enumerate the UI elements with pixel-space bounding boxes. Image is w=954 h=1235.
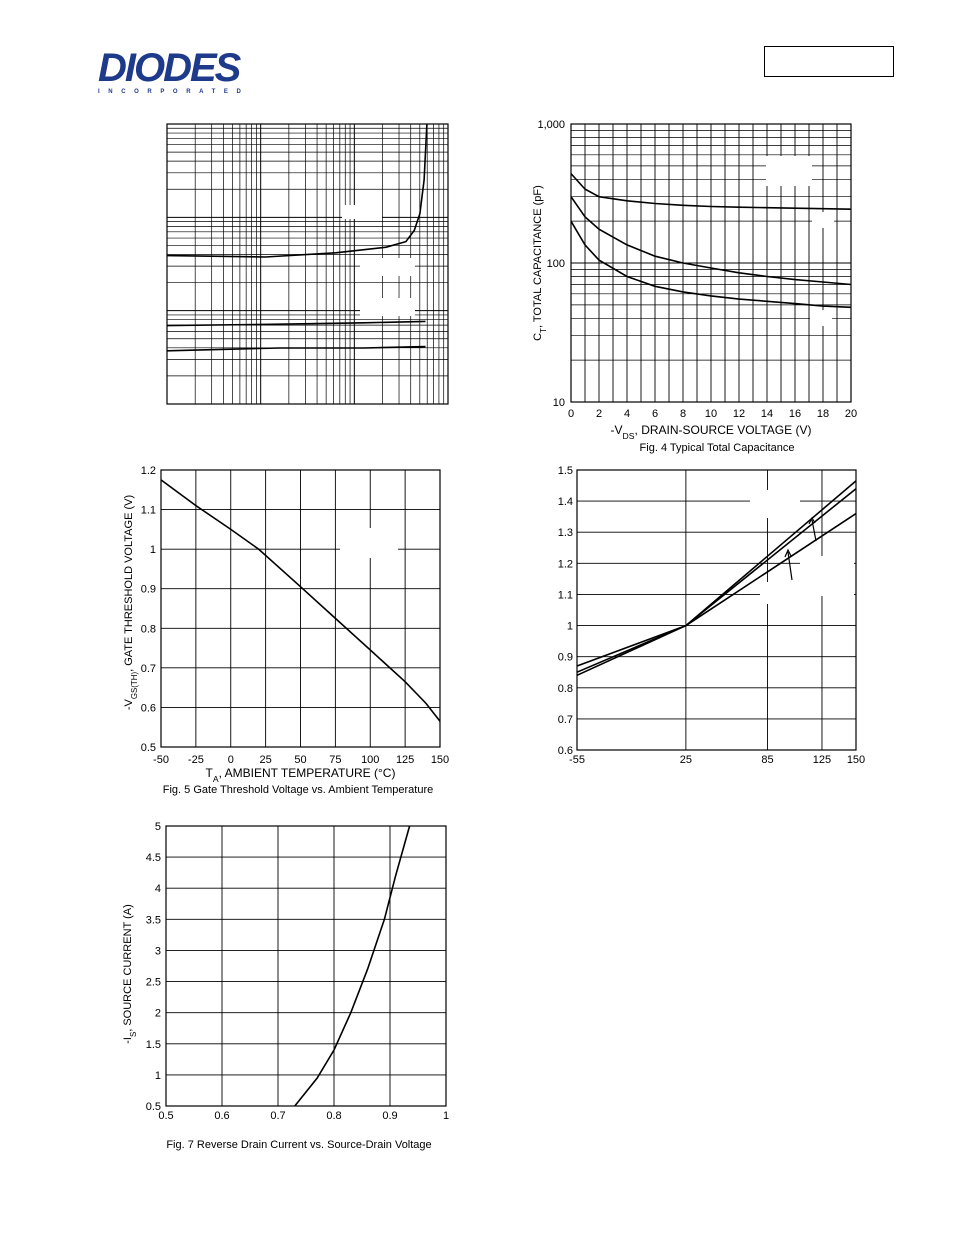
y-tick-label: 0.8 — [140, 623, 156, 636]
y-tick-label: 0.6 — [140, 702, 156, 715]
x-tick-label: -25 — [187, 754, 204, 766]
y-tick-label: 0.9 — [140, 583, 156, 596]
x-tick-label: 0 — [227, 754, 234, 766]
y-tick-label: 0.7 — [140, 662, 156, 675]
x-tick-label: 0.7 — [270, 1110, 286, 1122]
label-mask — [342, 205, 382, 219]
label-mask — [810, 310, 832, 326]
chart-fig4 — [532, 119, 857, 454]
y-tick-label: 1.1 — [140, 504, 156, 517]
figure-caption: Fig. 4 Typical Total Capacitance — [639, 442, 795, 454]
y-tick-label: 2 — [154, 1007, 161, 1020]
x-tick-label: 150 — [430, 754, 450, 766]
label-mask — [360, 258, 415, 276]
x-tick-label: 8 — [679, 408, 687, 420]
y-tick-label: 100 — [546, 258, 565, 270]
chart-fig6 — [558, 465, 865, 766]
plot-frame — [577, 470, 856, 750]
y-tick-label: 1 — [566, 620, 573, 633]
fig3-series-3 — [167, 347, 426, 351]
label-mask — [760, 582, 812, 604]
y-axis-label: $-V_{GS(TH)}$, GATE THRESHOLD VOLTAGE (V) — [123, 494, 139, 711]
x-tick-label: 1 — [442, 1110, 450, 1122]
x-tick-label: 0.5 — [158, 1110, 174, 1122]
x-axis-label: $-V_{DS}$, DRAIN-SOURCE VOLTAGE (V) — [610, 423, 812, 441]
chart-fig3 — [167, 124, 448, 404]
x-tick-label: 125 — [395, 754, 415, 766]
x-tick-label: 18 — [816, 408, 830, 420]
x-tick-label: 150 — [846, 754, 866, 766]
label-mask — [750, 490, 800, 518]
y-tick-label: 4 — [154, 883, 161, 896]
y-tick-label: 3 — [154, 945, 161, 958]
y-tick-label: 1.3 — [557, 527, 573, 540]
x-tick-label: 12 — [732, 408, 746, 420]
x-tick-label: 25 — [679, 754, 693, 766]
y-tick-label: 4.5 — [145, 852, 161, 865]
y-tick-label: 1 — [149, 544, 156, 557]
x-tick-label: 2 — [595, 408, 603, 420]
logo-text: DIODES — [98, 46, 240, 90]
x-tick-label: 0.8 — [326, 1110, 342, 1122]
label-mask — [340, 528, 398, 558]
y-tick-label: 1.1 — [557, 589, 573, 602]
y-tick-label: 0.5 — [140, 742, 156, 754]
x-tick-label: 6 — [651, 408, 659, 420]
x-tick-label: 0 — [567, 408, 575, 420]
plot-frame — [166, 826, 446, 1106]
y-tick-label: 1.2 — [557, 558, 573, 571]
x-tick-label: 20 — [844, 408, 858, 420]
x-tick-label: 16 — [788, 408, 802, 420]
chart-fig5 — [123, 465, 449, 796]
x-tick-label: -55 — [569, 754, 585, 766]
x-axis-label: $T_A$, AMBIENT TEMPERATURE (°C) — [205, 766, 396, 784]
y-tick-label: 5 — [154, 821, 161, 833]
x-tick-label: 10 — [704, 408, 718, 420]
fig3-series-1 — [167, 124, 427, 257]
logo-subtext: INCORPORATED — [98, 89, 250, 95]
y-tick-label: 2.5 — [145, 976, 161, 989]
y-axis-label: $-I_S$, SOURCE CURRENT (A) — [122, 904, 138, 1044]
x-tick-label: 0.9 — [382, 1110, 398, 1122]
x-tick-label: 85 — [761, 754, 774, 766]
x-tick-label: 50 — [294, 754, 307, 766]
x-tick-label: -50 — [153, 754, 169, 766]
y-tick-label: 10 — [552, 397, 565, 409]
y-tick-label: 1,000 — [537, 119, 565, 131]
x-tick-label: 4 — [623, 408, 631, 420]
figure-caption: Fig. 7 Reverse Drain Current vs. Source-Drain Voltage — [166, 1139, 432, 1151]
fig7-series-1 — [295, 826, 410, 1106]
y-tick-label: 0.8 — [557, 682, 573, 695]
y-tick-label: 0.9 — [557, 651, 573, 664]
label-mask — [766, 156, 812, 186]
y-tick-label: 1.2 — [140, 465, 156, 477]
y-tick-label: 1.5 — [145, 1038, 161, 1051]
y-tick-label: 0.7 — [557, 713, 573, 726]
y-tick-label: 0.5 — [145, 1101, 161, 1113]
label-mask — [360, 298, 415, 316]
x-tick-label: 14 — [760, 408, 774, 420]
y-tick-label: 1.4 — [557, 496, 573, 509]
figure-caption: Fig. 5 Gate Threshold Voltage vs. Ambient Temperature — [162, 784, 434, 796]
y-tick-label: 3.5 — [145, 914, 161, 927]
x-tick-label: 125 — [812, 754, 832, 766]
y-tick-label: 1.5 — [557, 465, 573, 477]
x-tick-label: 100 — [361, 754, 380, 766]
y-tick-label: 1 — [154, 1069, 161, 1082]
x-tick-label: 75 — [329, 754, 342, 766]
label-mask — [812, 212, 834, 228]
x-tick-label: 0.6 — [214, 1110, 230, 1122]
x-tick-label: 25 — [259, 754, 272, 766]
y-tick-label: 0.6 — [557, 745, 573, 757]
y-axis-label: $C_T$, TOTAL CAPACITANCE (pF) — [532, 185, 548, 341]
chart-fig7 — [122, 821, 449, 1151]
